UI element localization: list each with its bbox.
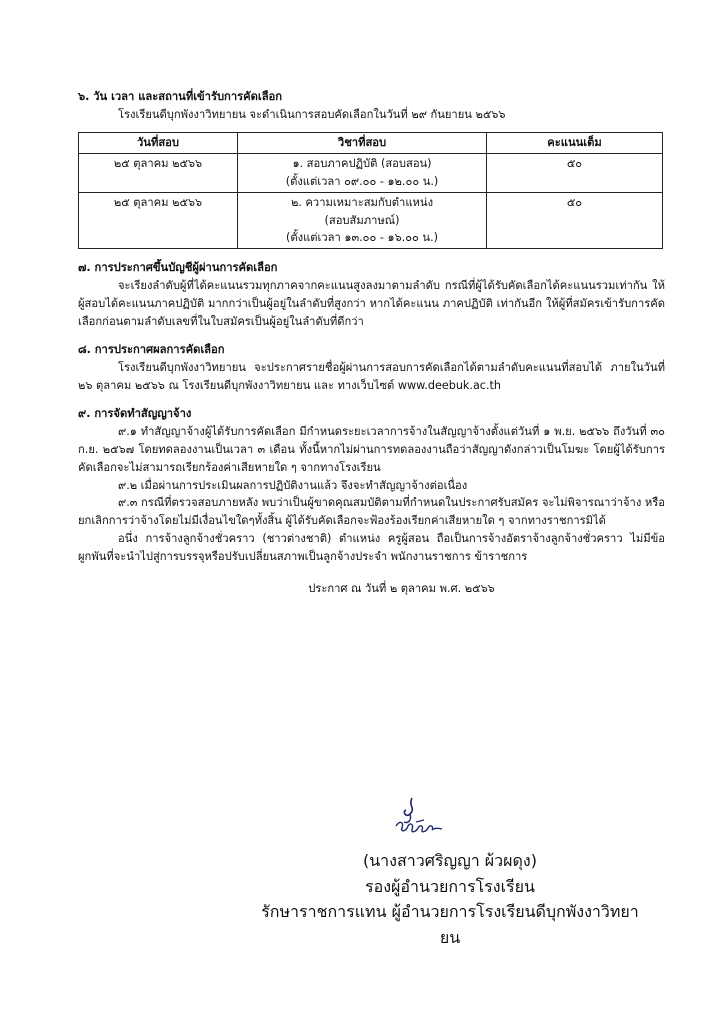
section-7: [78, 259, 665, 331]
exam-subject-cell: [238, 153, 487, 192]
announcement-date: ประกาศ ณ วันที่ ๒ ตุลาคม พ.ศ. ๒๕๖๖: [308, 582, 495, 596]
section-8: [78, 341, 665, 395]
full-score-cell: ๕๐: [487, 153, 663, 192]
table-row: [79, 192, 663, 249]
subject-line: (ตั้งแต่เวลา ๑๓.๐๐ - ๑๖.๐๐ น.): [285, 231, 439, 245]
full-score-cell: ๕๐: [487, 192, 663, 249]
section-9-item-2: ๙.๒ เมื่อผ่านการประเมินผลการปฏิบัติงานแล้ว จึงจะทำสัญญาจ้างต่อเนื่อง: [118, 478, 468, 492]
section-7-heading: ๗. การประกาศขึ้นบัญชีผู้ผ่านการคัดเลือก: [78, 261, 278, 275]
section-9-heading: ๙. การจัดทำสัญญาจ้าง: [78, 406, 192, 420]
section-9-note: อนึ่ง การจ้างลูกจ้างชั่วคราว (ชาวต่างชาติ) ตำแหน่ง ครูผู้สอน ถือเป็นการจ้างอัตราจ้างลูกจ้างชั่วคราว ไม่มีข้อผูกพันที่จะนำไปสู่การบรรจุหรือปรับเปลี่ยนสภาพเป็นลูกจ้างประจำ พนักงานราชการ ข้าราชการ: [78, 532, 665, 564]
subject-line: ๒. ความเหมาะสมกับตำแหน่ง: [290, 195, 434, 209]
section-8-heading: ๘. การประกาศผลการคัดเลือก: [78, 343, 225, 357]
section-6: [78, 88, 665, 249]
subject-line: ๑. สอบภาคปฏิบัติ (สอบสอน): [292, 156, 432, 170]
section-9-item-1: ๙.๑ ทำสัญญาจ้างผู้ได้รับการคัดเลือก มีกำหนดระยะเวลาการจ้างในสัญญาจ้างตั้งแต่วันที่ ๑ พ.ย. ๒๕๖๖ ถึงวันที่ ๓๐ ก.ย. ๒๕๖๗ โดยทดลองงานเป็นเวลา ๓ เดือน ทั้งนี้หากไม่ผ่านการทดลองงานถือว่าสัญญาดังกล่าวเป็นโมฆะ โดยผู้ได้รับการคัดเลือกจะไม่สามารถเรียกร้องค่าเสียหายใด ๆ จากทางโรงเรียน: [78, 424, 665, 474]
table-row: [79, 153, 663, 192]
section-8-body: โรงเรียนดีบุกพังงาวิทยายน จะประกาศรายชื่อผู้ผ่านการสอบการคัดเลือกได้ตามลำดับคะแนนที่สอบได้ ภายในวันที่ ๒๖ ตุลาคม ๒๕๖๖ ณ โรงเรียนดีบุกพังงาวิทยายน และ ทางเว็บไซต์ www.deebuk.ac.th: [78, 360, 665, 392]
signature-block: [260, 848, 640, 950]
exam-date-cell: ๒๕ ตุลาคม ๒๕๖๖: [79, 153, 238, 192]
exam-schedule-table: [78, 132, 663, 250]
subject-line: (สอบสัมภาษณ์): [324, 213, 400, 227]
handwritten-signature: [390, 792, 450, 840]
signer-acting-position: รักษาราชการแทน ผู้อำนวยการโรงเรียนดีบุกพังงาวิทยายน: [261, 902, 639, 947]
signer-name: (นางสาวศริญญา ผ้วผดุง): [363, 851, 537, 870]
section-6-heading: ๖. วัน เวลา และสถานที่เข้ารับการคัดเลือก: [78, 90, 283, 103]
section-7-body: จะเรียงลำดับผู้ที่ได้คะแนนรวมทุกภาคจากคะแนนสูงลงมาตามลำดับ กรณีที่ผู้ได้รับคัดเลือกได้คะแนนรวมเท่ากัน ให้ผู้สอบได้คะแนนภาคปฏิบัติ มากกว่าเป็นผู้อยู่ในลำดับที่สูงกว่า หากได้คะแนน ภาคปฏิบัติ เท่ากันอีก ให้ผู้ที่สมัครเข้ารับการคัดเลือกก่อนตามลำดับเลขที่ในใบสมัครเป็นผู้อยู่ในลำดับที่ดีกว่า: [78, 279, 665, 329]
table-header-row: [79, 132, 663, 153]
header-full-score: คะแนนเต็ม: [487, 132, 663, 153]
exam-subject-cell: [238, 192, 487, 249]
header-exam-date: วันที่สอบ: [79, 132, 238, 153]
exam-date-cell: ๒๕ ตุลาคม ๒๕๖๖: [79, 192, 238, 249]
section-9-item-3: ๙.๓ กรณีที่ตรวจสอบภายหลัง พบว่าเป็นผู้ขาดคุณสมบัติตามที่กำหนดในประกาศรับสมัคร จะไม่พิจารณาว่าจ้าง หรือยกเลิกการว่าจ้างโดยไม่มีเงื่อนไขใดๆทั้งสิ้น ผู้ได้รับคัดเลือกจะฟ้องร้องเรียกค่าเสียหายใด ๆ จากทางราชการมิได้: [78, 496, 665, 528]
section-9: [78, 405, 665, 566]
section-6-intro: โรงเรียนดีบุกพังงาวิทยายน จะดำเนินการสอบคัดเลือกในวันที่ ๒๙ กันยายน ๒๕๖๖: [118, 107, 506, 121]
signer-position: รองผู้อำนวยการโรงเรียน: [365, 876, 535, 896]
header-exam-subject: วิชาที่สอบ: [238, 132, 487, 153]
subject-line: (ตั้งแต่เวลา ๐๙.๐๐ - ๑๒.๐๐ น.): [285, 174, 439, 188]
